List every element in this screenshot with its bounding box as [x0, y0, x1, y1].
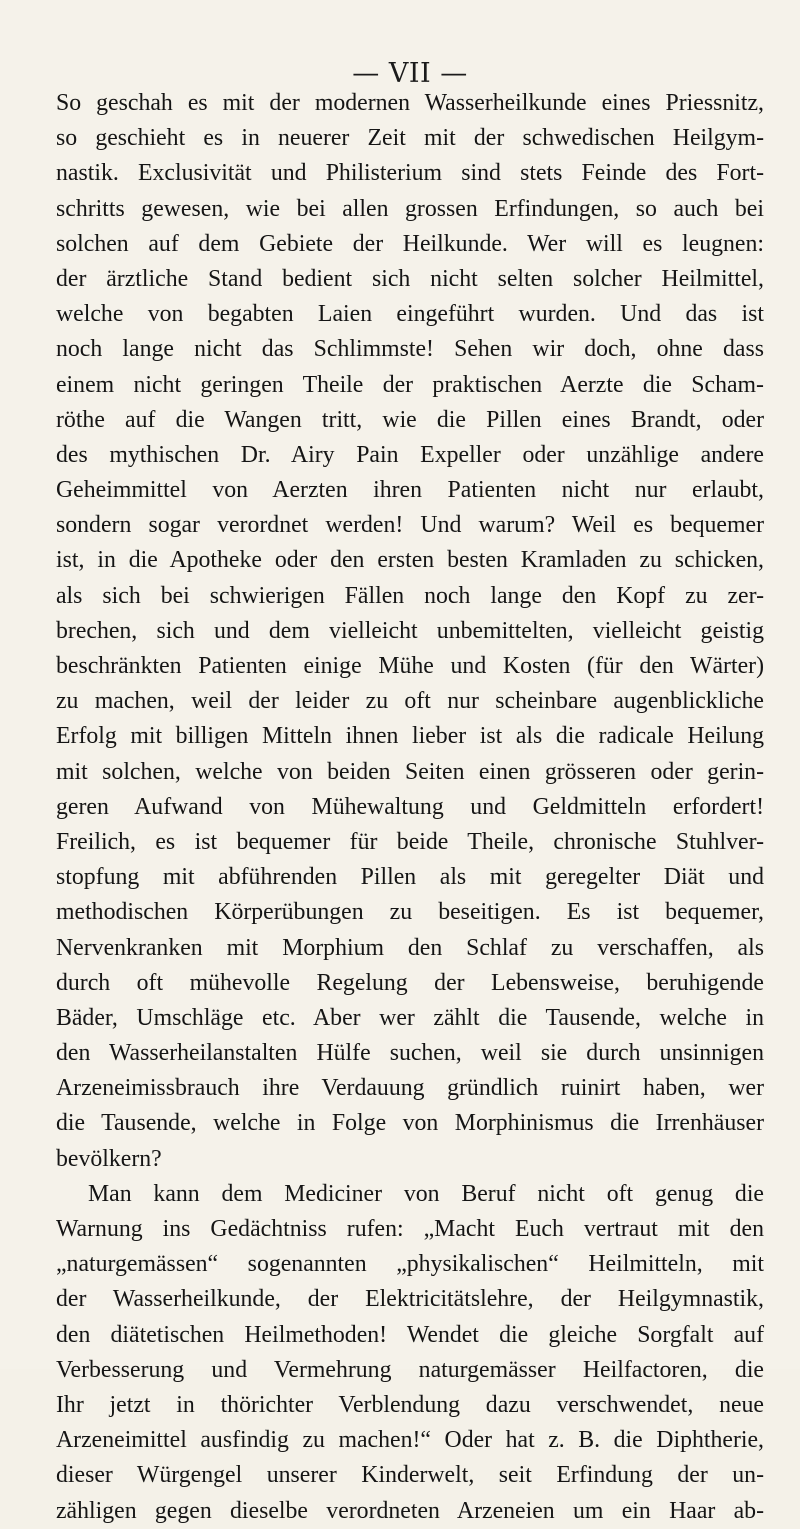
text-line: zähligen gegen dieselbe verordneten Arzeneien um ein Haar ab- — [56, 1497, 764, 1524]
text-line: methodischen Körperübungen zu beseitigen. Es ist bequemer, — [56, 899, 764, 926]
text-line: Freilich, es ist bequemer für beide Theile, chronische Stuhlver- — [56, 828, 764, 855]
text-line: den diätetischen Heilmethoden! Wendet die gleiche Sorgfalt auf — [56, 1321, 764, 1348]
text-line: geren Aufwand von Mühewaltung und Geldmitteln erfordert! — [56, 793, 764, 820]
text-line: sondern sogar verordnet werden! Und warum? Weil es bequemer — [56, 512, 764, 539]
text-line: durch oft mühevolle Regelung der Lebensweise, beruhigende — [56, 969, 764, 996]
text-line: nastik. Exclusivität und Philisterium sind stets Feinde des Fort- — [56, 160, 764, 187]
text-line: mit solchen, welche von beiden Seiten einen grösseren oder gerin- — [56, 758, 764, 785]
text-line: brechen, sich und dem vielleicht unbemittelten, vielleicht geistig — [56, 617, 764, 644]
text-line: Bäder, Umschläge etc. Aber wer zählt die Tausende, welche in — [56, 1004, 764, 1031]
text-line: So geschah es mit der modernen Wasserheilkunde eines Priessnitz, — [56, 90, 764, 116]
text-line: einem nicht geringen Theile der praktischen Aerzte die Scham- — [56, 371, 764, 398]
text-line: Man kann dem Mediciner von Beruf nicht oft genug die — [88, 1180, 764, 1207]
text-line: so geschieht es in neuerer Zeit mit der schwedischen Heilgym- — [56, 125, 764, 152]
text-line: beschränkten Patienten einige Mühe und Kosten (für den Wärter) — [56, 653, 764, 679]
text-line: die Tausende, welche in Folge von Morphinismus die Irrenhäuser — [56, 1110, 764, 1137]
text-line: bevölkern? — [56, 1145, 162, 1172]
text-line: stopfung mit abführenden Pillen als mit geregelter Diät und — [56, 864, 764, 891]
text-line: ist, in die Apotheke oder den ersten besten Kramladen zu schicken, — [56, 547, 764, 574]
text-line: Ihr jetzt in thörichter Verblendung dazu verschwendet, neue — [56, 1391, 764, 1418]
text-line: schritts gewesen, wie bei allen grossen Erfindungen, so auch bei — [56, 195, 764, 222]
text-line: Erfolg mit billigen Mitteln ihnen lieber ist als die radicale Heilung — [56, 723, 764, 750]
text-line: noch lange nicht das Schlimmste! Sehen wir doch, ohne dass — [56, 336, 764, 363]
text-line: zu machen, weil der leider zu oft nur scheinbare augenblickliche — [56, 688, 764, 715]
text-line: dieser Würgengel unserer Kinderwelt, seit Erfindung der un- — [56, 1462, 764, 1489]
text-line: Nervenkranken mit Morphium den Schlaf zu verschaffen, als — [56, 934, 764, 961]
text-line: welche von begabten Laien eingeführt wurden. Und das ist — [56, 301, 764, 328]
text-line: Arzeneimissbrauch ihre Verdauung gründlich ruinirt haben, wer — [56, 1075, 764, 1102]
text-line: als sich bei schwierigen Fällen noch lange den Kopf zu zer- — [56, 582, 764, 609]
text-line: Arzeneimittel ausfindig zu machen!“ Oder hat z. B. die Diphtherie, — [56, 1427, 764, 1454]
text-line: des mythischen Dr. Airy Pain Expeller oder unzählige andere — [56, 441, 764, 468]
text-line: Warnung ins Gedächtniss rufen: „Macht Euch vertraut mit den — [56, 1216, 764, 1242]
text-line: der ärztliche Stand bedient sich nicht selten solcher Heilmittel, — [56, 265, 764, 292]
text-line: „naturgemässen“ sogenannten „physikalischen“ Heilmitteln, mit — [56, 1251, 764, 1278]
text-line: Verbesserung und Vermehrung naturgemässer Heilfactoren, die — [56, 1356, 764, 1383]
text-line: röthe auf die Wangen tritt, wie die Pillen eines Brandt, oder — [56, 406, 764, 433]
page-number: — VII — — [352, 58, 468, 89]
body-text — [56, 86, 764, 1529]
text-line: Geheimmittel von Aerzten ihren Patienten nicht nur erlaubt, — [56, 477, 764, 504]
text-line: der Wasserheilkunde, der Elektricitätslehre, der Heilgymnastik, — [56, 1286, 764, 1313]
text-line: solchen auf dem Gebiete der Heilkunde. Wer will es leugnen: — [56, 230, 764, 257]
text-line: den Wasserheilanstalten Hülfe suchen, weil sie durch unsinnigen — [56, 1040, 764, 1067]
